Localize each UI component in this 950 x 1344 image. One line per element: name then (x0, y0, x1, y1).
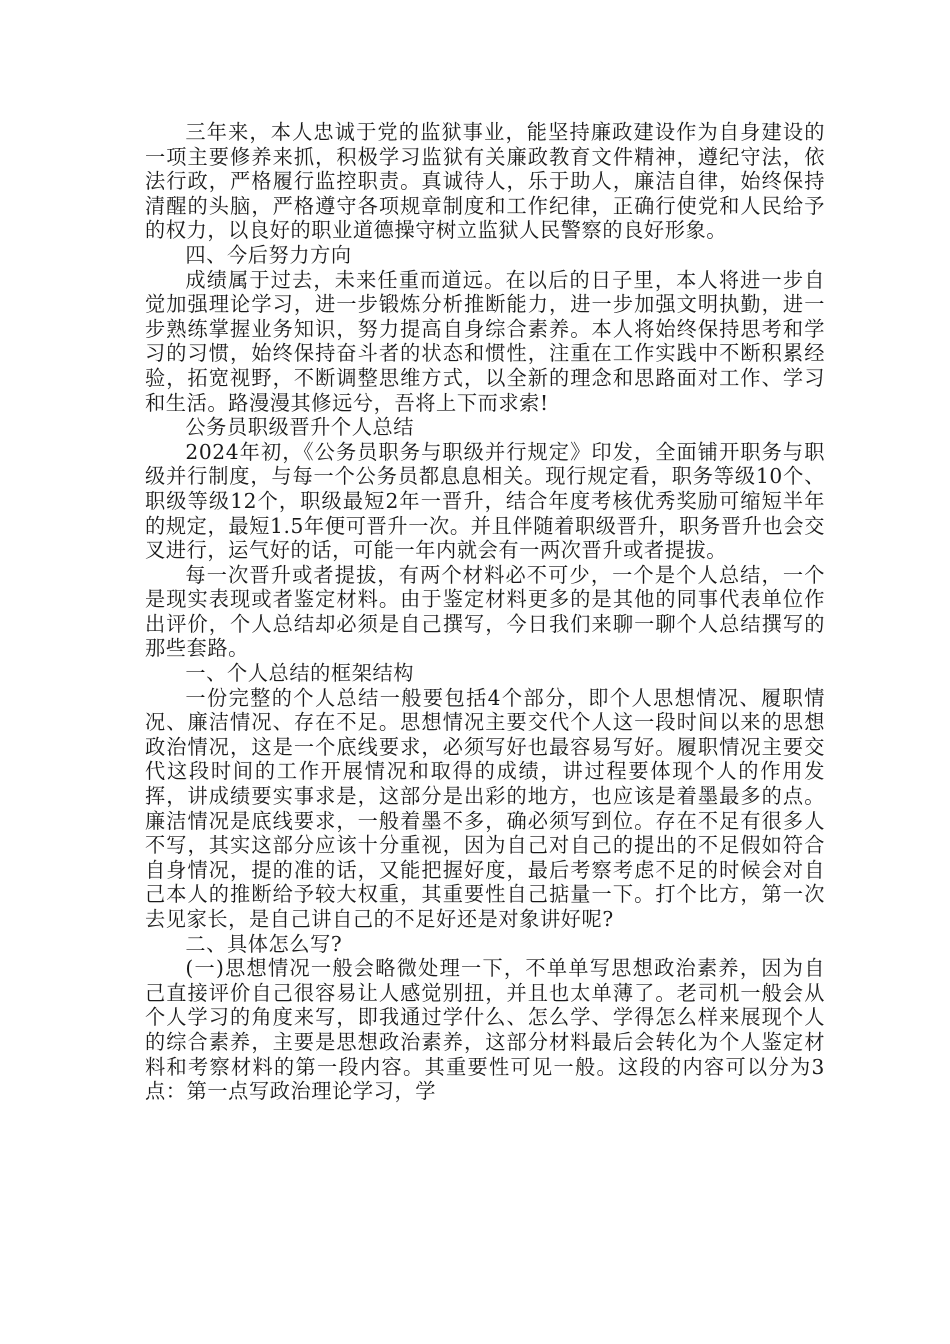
heading-promotion-summary: 公务员职级晋升个人总结 (185, 415, 415, 440)
paragraph-integrity: 三年来，本人忠诚于党的监狱事业，能坚持廉政建设作为自身建设的一项主要修养来抓，积极学习监狱有关廉政教育文件精神，遵纪守法，依法行政，严格履行监控职责。真诚待人，乐于助人，廉洁自律，始终保持清醒的头脑，严格遵守各项规章制度和工作纪律，正确行使党和人民给予的权力，以良好的职业道德操守树立监狱人民警察的良好形象。 (145, 120, 825, 243)
paragraph-future-plans: 成绩属于过去，未来任重而道远。在以后的日子里，本人将进一步自觉加强理论学习，进一步锻炼分析推断能力，进一步加强文明执勤，进一步熟练掌握业务知识，努力提高自身综合素养。本人将始终保持思考和学习的习惯，始终保持奋斗者的状态和惯性，注重在工作实践中不断积累经验，拓宽视野，不断调整思维方式，以全新的理念和思路面对工作、学习和生活。路漫漫其修远兮，吾将上下而求索! (145, 267, 825, 415)
heading-future-direction: 四、今后努力方向 (185, 242, 352, 267)
heading-framework: 一、个人总结的框架结构 (185, 661, 415, 686)
paragraph-regulation: 2024年初，《公务员职务与职级并行规定》印发，全面铺开职务与职级并行制度，与每一个公务员都息息相关。现行规定看，职务等级10个、职级等级12个，职级最短2年一晋升，结合年度考核优秀奖励可缩短半年的规定，最短1.5年便可晋升一次。并且伴随着职级晋升，职务晋升也会交叉进行，运气好的话，可能一年内就会有一两次晋升或者提拔。 (145, 439, 825, 563)
heading-how-to-write: 二、具体怎么写? (185, 931, 343, 956)
paragraph-framework: 一份完整的个人总结一般要包括4个部分，即个人思想情况、履职情况、廉洁情况、存在不足。思想情况主要交代个人这一段时间以来的思想政治情况，这是一个底线要求，必须写好也最容易写好。履职情况主要交代这段时间的工作开展情况和取得的成绩，讲过程要体现个人的作用发挥，讲成绩要实事求是，这部分是出彩的地方，也应该是着墨最多的点。廉洁情况是底线要求，一般着墨不多，确必须写到位。存在不足有很多人不写，其实这部分应该十分重视，因为自己对自己的提出的不足假如符合自身情况，提的准的话，又能把握好度，最后考察考虑不足的时候会对自己本人的推断给予较大权重，其重要性自己掂量一下。打个比方，第一次去见家长，是自己讲自己的不足好还是对象讲好呢? (145, 685, 825, 931)
paragraph-materials: 每一次晋升或者提拔，有两个材料必不可少，一个是个人总结，一个是现实表现或者鉴定材料。由于鉴定材料更多的是其他的同事代表单位作出评价，个人总结却必须是自己撰写，今日我们来聊一聊个人总结撰写的那些套路。 (145, 562, 825, 661)
paragraph-thought-situation: (一)思想情况一般会略微处理一下，不单单写思想政治素养，因为自己直接评价自己很容易让人感觉别扭，并且也太单薄了。老司机一般会从个人学习的角度来写，即我通过学什么、怎么学、学得怎么样来展现个人的综合素养，主要是思想政治素养，这部分材料最后会转化为个人鉴定材料和考察材料的第一段内容。其重要性可见一般。这段的内容可以分为3点：第一点写政治理论学习，学 (145, 956, 825, 1104)
document-body (145, 120, 825, 1104)
